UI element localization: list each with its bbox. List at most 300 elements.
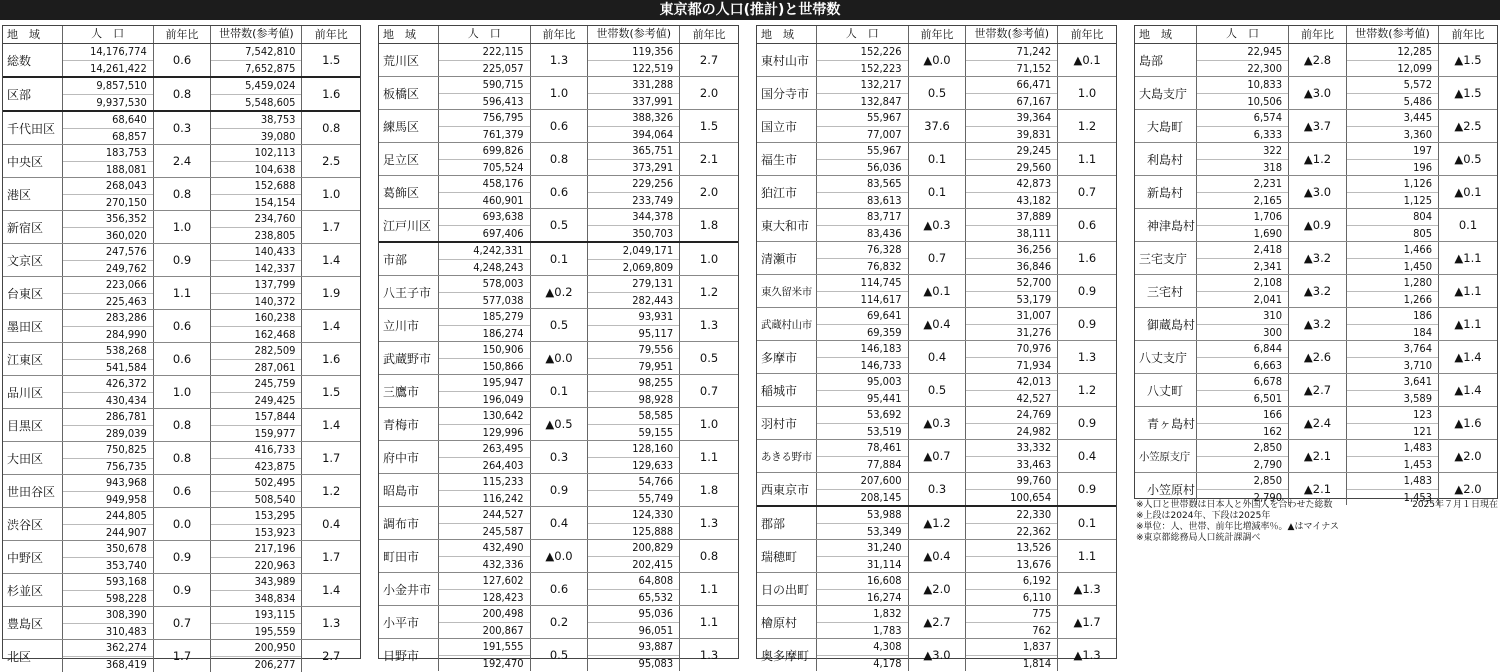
households-2024: 344,378 [588,209,679,226]
households-2024: 1,280 [1347,275,1438,292]
region-name: 清瀬市 [757,242,817,274]
population-2024: 756,795 [439,110,530,127]
population-2024: 578,003 [439,276,530,293]
region-name: 日の出町 [757,573,817,605]
population-2024: 244,527 [439,507,530,524]
region-name: 町田市 [379,540,439,572]
table-row [379,309,738,342]
region-name: 千代田区 [3,112,63,144]
households-2025: 36,846 [966,259,1057,275]
population-2025: 146,733 [817,358,908,374]
population-change: 0.1 [531,375,589,407]
population-change: ▲0.5 [531,408,589,440]
households-2024: 1,483 [1347,440,1438,457]
region-name: 調布市 [379,507,439,539]
households-cell [211,343,302,375]
population-change: ▲3.0 [1289,77,1347,109]
households-2025: 154,154 [211,195,301,211]
population-change: 0.8 [531,143,589,175]
yoy2-header: 前年比 [680,26,738,43]
yoy-header: 前年比 [531,26,589,43]
households-cell [211,211,302,243]
households-change: 0.9 [1058,308,1116,340]
households-2024: 229,256 [588,176,679,193]
households-cell [588,474,680,506]
region-name: 新宿区 [3,211,63,243]
households-2024: 128,160 [588,441,679,458]
table-row [379,44,738,77]
households-2025: 1,450 [1347,259,1438,275]
table-row [3,310,360,343]
households-2024: 160,238 [211,310,301,327]
region-name: 武蔵村山市 [757,308,817,340]
population-change: ▲0.0 [909,44,967,76]
population-change: 0.3 [909,473,967,505]
population-2025: 598,228 [63,591,153,607]
households-cell [1347,110,1439,142]
households-2024: 7,542,810 [211,44,301,61]
households-2025: 140,372 [211,294,301,310]
population-change: 0.6 [154,343,212,375]
population-cell [817,242,909,274]
households-2025: 805 [1347,226,1438,242]
households-cell [966,209,1058,241]
population-cell [817,275,909,307]
households-2024: 140,433 [211,244,301,261]
region-name: 品川区 [3,376,63,408]
households-2024: 36,256 [966,242,1057,259]
yoy2-header: 前年比 [1058,26,1116,43]
households-cell [211,178,302,210]
region-name: 大島支庁 [1135,77,1197,109]
population-change: 0.5 [531,209,589,241]
population-cell [63,211,154,243]
population-2024: 458,176 [439,176,530,193]
population-2024: 943,968 [63,475,153,492]
population-cell [817,143,909,175]
region-name: 福生市 [757,143,817,175]
population-2024: 83,717 [817,209,908,226]
region-name: 三宅村 [1135,275,1197,307]
population-2024: 191,555 [439,639,530,656]
population-2025: 6,333 [1197,127,1288,143]
region-name: 小金井市 [379,573,439,605]
households-change: ▲2.0 [1439,440,1497,472]
population-change: ▲0.0 [531,342,589,374]
households-2024: 38,753 [211,112,301,129]
population-2025: 200,867 [439,623,530,639]
households-2024: 123 [1347,407,1438,424]
region-name: 中野区 [3,541,63,573]
population-change: 1.0 [154,376,212,408]
households-change: 2.0 [680,77,738,109]
as-of-date: 2025年７月１日現在 [1412,500,1498,511]
households-2024: 71,242 [966,44,1057,61]
households-cell [966,639,1058,671]
population-2025: 76,832 [817,259,908,275]
households-change: 1.4 [302,409,360,441]
population-change: 0.9 [531,474,589,506]
households-2025: 5,548,605 [211,95,301,111]
households-2024: 70,976 [966,341,1057,358]
households-change: 1.8 [680,474,738,506]
households-2024: 157,844 [211,409,301,426]
region-name: 奥多摩町 [757,639,817,671]
population-2024: 130,642 [439,408,530,425]
population-change: 0.1 [909,176,967,208]
households-change: 2.5 [302,145,360,177]
population-change: 0.7 [154,607,212,639]
population-cell [63,508,154,540]
population-change: 0.6 [531,110,589,142]
households-2024: 29,245 [966,143,1057,160]
households-cell [966,507,1058,539]
population-change: 1.1 [154,277,212,309]
households-2024: 200,950 [211,640,301,657]
population-2025: 249,762 [63,261,153,277]
households-2024: 124,330 [588,507,679,524]
region-name: 三鷹市 [379,375,439,407]
population-2024: 699,826 [439,143,530,160]
population-2025: 245,587 [439,524,530,540]
region-name: 国分寺市 [757,77,817,109]
households-2025: 1,266 [1347,292,1438,308]
population-2024: 127,602 [439,573,530,590]
population-2025: 2,165 [1197,193,1288,209]
population-2025: 270,150 [63,195,153,211]
population-2024: 207,600 [817,473,908,490]
population-2024: 185,279 [439,309,530,326]
page-title: 東京都の人口(推計)と世帯数 [0,0,1500,20]
region-name: 郡部 [757,507,817,539]
households-change: 1.8 [680,209,738,241]
households-2025: 98,928 [588,392,679,408]
households-cell [211,310,302,342]
population-cell [439,309,531,341]
households-change: ▲0.1 [1058,44,1116,76]
region-name: 御蔵島村 [1135,308,1197,340]
households-cell [588,540,680,572]
population-2024: 223,066 [63,277,153,294]
table-row [757,209,1116,242]
households-cell [966,275,1058,307]
households-2024: 93,931 [588,309,679,326]
households-change: 1.4 [302,244,360,276]
region-name: 西東京市 [757,473,817,505]
population-cell [1197,308,1289,340]
population-2024: 6,574 [1197,110,1288,127]
population-2024: 76,328 [817,242,908,259]
population-2025: 83,613 [817,193,908,209]
region-name: 北区 [3,640,63,672]
households-2025: 394,064 [588,127,679,143]
households-2025: 202,415 [588,557,679,573]
table-row [3,44,360,78]
households-change: 0.8 [302,112,360,144]
table-row [757,44,1116,77]
households-change: ▲1.1 [1439,242,1497,274]
table-row [379,639,738,671]
households-change: 0.7 [1058,176,1116,208]
table-row [757,440,1116,473]
population-2024: 31,240 [817,540,908,557]
households-2024: 31,007 [966,308,1057,325]
population-2025: 6,663 [1197,358,1288,374]
households-2025: 220,963 [211,558,301,574]
households-2025: 67,167 [966,94,1057,110]
table-row [1135,110,1497,143]
population-cell [817,540,909,572]
table-row [757,242,1116,275]
households-2025: 162,468 [211,327,301,343]
region-name: 羽村市 [757,407,817,439]
population-2024: 6,678 [1197,374,1288,391]
population-cell [439,408,531,440]
households-cell [211,78,302,110]
households-change: 0.9 [1058,407,1116,439]
table-row [3,343,360,376]
region-name: 足立区 [379,143,439,175]
table-row [3,112,360,145]
population-2025: 353,740 [63,558,153,574]
region-name: 新島村 [1135,176,1197,208]
households-cell [211,475,302,507]
population-change: ▲0.9 [1289,209,1347,241]
households-cell [211,508,302,540]
households-change: 1.7 [302,211,360,243]
households-2025: 22,362 [966,524,1057,540]
population-cell [817,209,909,241]
population-2024: 78,461 [817,440,908,457]
table-row [379,507,738,540]
households-change: ▲1.5 [1439,77,1497,109]
households-cell [211,112,302,144]
households-change: 0.9 [1058,275,1116,307]
population-change: ▲1.2 [1289,143,1347,175]
households-cell [966,606,1058,638]
region-name: 三宅支庁 [1135,242,1197,274]
population-change: 0.6 [531,573,589,605]
households-change: 1.3 [680,309,738,341]
population-change: 37.6 [909,110,967,142]
households-cell [588,606,680,638]
households-2025: 337,991 [588,94,679,110]
table-panel-3 [756,25,1117,659]
households-2024: 79,556 [588,342,679,359]
households-change: 1.3 [302,607,360,639]
table-row [379,474,738,507]
table-row [3,178,360,211]
households-2025: 95,083 [588,656,679,672]
households-2025: 129,633 [588,458,679,474]
population-cell [1197,110,1289,142]
households-2025: 508,540 [211,492,301,508]
table-row [757,473,1116,507]
households-2024: 416,733 [211,442,301,459]
table-row [379,276,738,309]
population-change: 1.0 [154,211,212,243]
population-change: 0.9 [154,244,212,276]
households-cell [588,441,680,473]
population-2025: 705,524 [439,160,530,176]
region-name: 八丈町 [1135,374,1197,406]
households-cell [966,77,1058,109]
households-2024: 54,766 [588,474,679,491]
households-2025: 249,425 [211,393,301,409]
population-change: 0.8 [154,78,212,110]
households-change: 0.1 [1058,507,1116,539]
households-change: 2.1 [680,143,738,175]
table-row [379,441,738,474]
population-2024: 6,844 [1197,341,1288,358]
population-2025: 225,057 [439,61,530,77]
households-2025: 373,291 [588,160,679,176]
households-2024: 365,751 [588,143,679,160]
population-cell [817,110,909,142]
table-row [3,211,360,244]
households-2024: 98,255 [588,375,679,392]
population-cell [817,341,909,373]
population-cell [439,474,531,506]
households-change: 1.0 [680,243,738,275]
population-2024: 115,233 [439,474,530,491]
table-row [1135,176,1497,209]
households-change: 1.6 [302,78,360,110]
population-2024: 263,495 [439,441,530,458]
population-cell [1197,374,1289,406]
households-cell [966,242,1058,274]
households-change: 1.0 [302,178,360,210]
households-2024: 42,013 [966,374,1057,391]
population-cell [1197,77,1289,109]
population-cell [439,243,531,275]
households-change: 0.1 [1439,209,1497,241]
households-change: 1.2 [680,276,738,308]
region-name: 区部 [3,78,63,110]
population-cell [439,342,531,374]
population-change: 1.3 [531,44,589,76]
households-2025: 196 [1347,160,1438,176]
households-change: 1.5 [302,376,360,408]
population-cell [63,541,154,573]
population-cell [439,44,531,76]
region-name: 目黒区 [3,409,63,441]
population-2024: 426,372 [63,376,153,393]
households-2025: 206,277 [211,657,301,672]
households-2024: 186 [1347,308,1438,325]
households-header: 世帯数(参考値) [966,26,1058,43]
population-cell [439,209,531,241]
population-2025: 577,038 [439,293,530,309]
table-row [379,176,738,209]
households-2025: 1,814 [966,656,1057,672]
population-change: ▲0.4 [909,540,967,572]
population-2025: 152,223 [817,61,908,77]
households-cell [588,143,680,175]
households-cell [966,143,1058,175]
households-cell [588,44,680,76]
households-change: 1.1 [680,606,738,638]
households-cell [966,374,1058,406]
population-2024: 69,641 [817,308,908,325]
population-cell [1197,209,1289,241]
population-2024: 55,967 [817,143,908,160]
households-change: 0.8 [680,540,738,572]
households-cell [211,244,302,276]
households-header: 世帯数(参考値) [1347,26,1439,43]
region-name: 狛江市 [757,176,817,208]
population-change: 0.8 [154,178,212,210]
population-change: 0.5 [531,309,589,341]
households-2025: 423,875 [211,459,301,475]
region-name: 大田区 [3,442,63,474]
population-2025: 56,036 [817,160,908,176]
population-cell [63,574,154,606]
households-2025: 39,080 [211,129,301,145]
population-cell [817,176,909,208]
households-cell [1347,209,1439,241]
table-row [379,342,738,375]
population-cell [63,112,154,144]
population-2025: 244,907 [63,525,153,541]
population-2025: 186,274 [439,326,530,342]
region-name: 稲城市 [757,374,817,406]
table-row [1135,242,1497,275]
population-cell [817,573,909,605]
households-2024: 58,585 [588,408,679,425]
population-2025: 4,248,243 [439,260,530,276]
population-2025: 208,145 [817,490,908,506]
population-cell [439,507,531,539]
households-change: 0.5 [680,342,738,374]
population-change: 0.8 [154,442,212,474]
households-change: ▲1.1 [1439,308,1497,340]
table-row [3,475,360,508]
population-cell [817,507,909,539]
households-2024: 102,113 [211,145,301,162]
population-2025: 95,441 [817,391,908,407]
households-2025: 71,152 [966,61,1057,77]
households-2025: 33,463 [966,457,1057,473]
population-2025: 77,007 [817,127,908,143]
table-row [3,442,360,475]
households-2025: 95,117 [588,326,679,342]
region-name: 港区 [3,178,63,210]
households-2024: 388,326 [588,110,679,127]
table-row [757,308,1116,341]
households-cell [1347,341,1439,373]
households-2025: 122,519 [588,61,679,77]
population-cell [817,473,909,505]
population-2024: 283,286 [63,310,153,327]
population-cell [1197,341,1289,373]
table-row [1135,341,1497,374]
population-2024: 2,108 [1197,275,1288,292]
table-row [757,573,1116,606]
population-2024: 10,833 [1197,77,1288,94]
population-change: 0.6 [154,475,212,507]
population-change: 0.1 [531,243,589,275]
households-cell [588,408,680,440]
population-cell [63,442,154,474]
households-2024: 66,471 [966,77,1057,94]
households-header: 世帯数(参考値) [211,26,302,43]
table-row [3,508,360,541]
table-row [757,143,1116,176]
table-row [379,606,738,639]
region-name: 渋谷区 [3,508,63,540]
households-change: 0.7 [680,375,738,407]
